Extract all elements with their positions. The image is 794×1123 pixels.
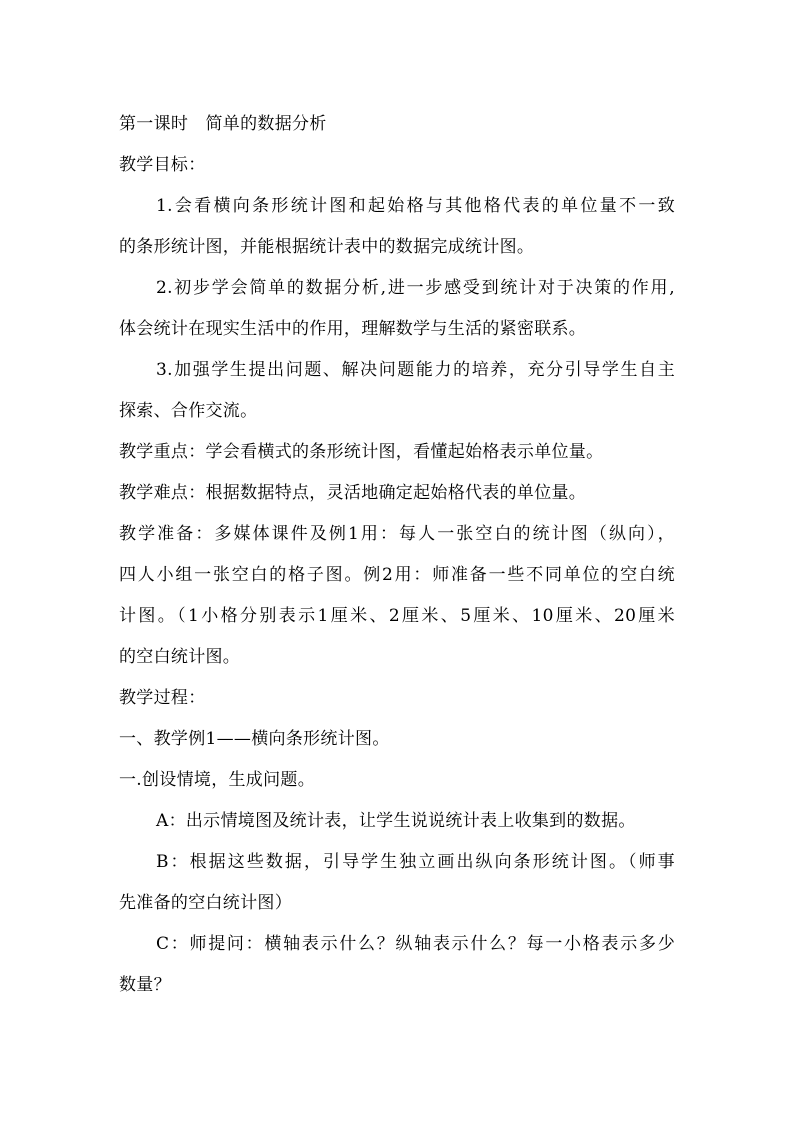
goal-2-line-1: 2.初步学会简单的数据分析,进一步感受到统计对于决策的作用, bbox=[156, 278, 675, 298]
goal-1-line-2: 的条形统计图，并能根据统计表中的数据完成统计图。 bbox=[119, 237, 535, 257]
step-c-line-1: C：师提问：横轴表示什么？纵轴表示什么？每一小格表示多少 bbox=[156, 934, 675, 954]
goal-3-line-1: 3.加强学生提出问题、解决问题能力的培养，充分引导学生自主 bbox=[156, 360, 675, 380]
key-point: 教学重点：学会看横式的条形统计图，看懂起始格表示单位量。 bbox=[119, 442, 604, 462]
step-a: A：出示情境图及统计表，让学生说说统计表上收集到的数据。 bbox=[156, 811, 636, 831]
goals-heading: 教学目标： bbox=[119, 155, 206, 175]
prep-line-3: 计图。（1小格分别表示1厘米、2厘米、5厘米、10厘米、20厘米 bbox=[119, 606, 675, 626]
prep-line-2: 四人小组一张空白的格子图。例2用：师准备一些不同单位的空白统 bbox=[119, 565, 675, 585]
lesson-title: 第一课时 简单的数据分析 bbox=[119, 114, 327, 134]
prep-line-1: 教学准备：多媒体课件及例1用：每人一张空白的统计图（纵向）， bbox=[119, 524, 675, 544]
step-b-line-1: B：根据这些数据，引导学生独立画出纵向条形统计图。（师事 bbox=[156, 852, 675, 872]
step-b-line-2: 先准备的空白统计图） bbox=[119, 893, 292, 913]
prep-line-4: 的空白统计图。 bbox=[119, 647, 241, 667]
subsection-1-heading: 一.创设情境，生成问题。 bbox=[119, 770, 316, 790]
difficult-point: 教学难点：根据数据特点，灵活地确定起始格代表的单位量。 bbox=[119, 483, 587, 503]
document-body bbox=[119, 104, 675, 1006]
goal-3-line-2: 探索、合作交流。 bbox=[119, 401, 258, 421]
section-1-heading: 一、教学例1——横向条形统计图。 bbox=[119, 729, 390, 749]
goal-2-line-2: 体会统计在现实生活中的作用，理解数学与生活的紧密联系。 bbox=[119, 319, 587, 339]
step-c-line-2: 数量？ bbox=[119, 975, 171, 995]
process-heading: 教学过程： bbox=[119, 688, 206, 708]
goal-1-line-1: 1.会看横向条形统计图和起始格与其他格代表的单位量不一致 bbox=[156, 196, 675, 216]
